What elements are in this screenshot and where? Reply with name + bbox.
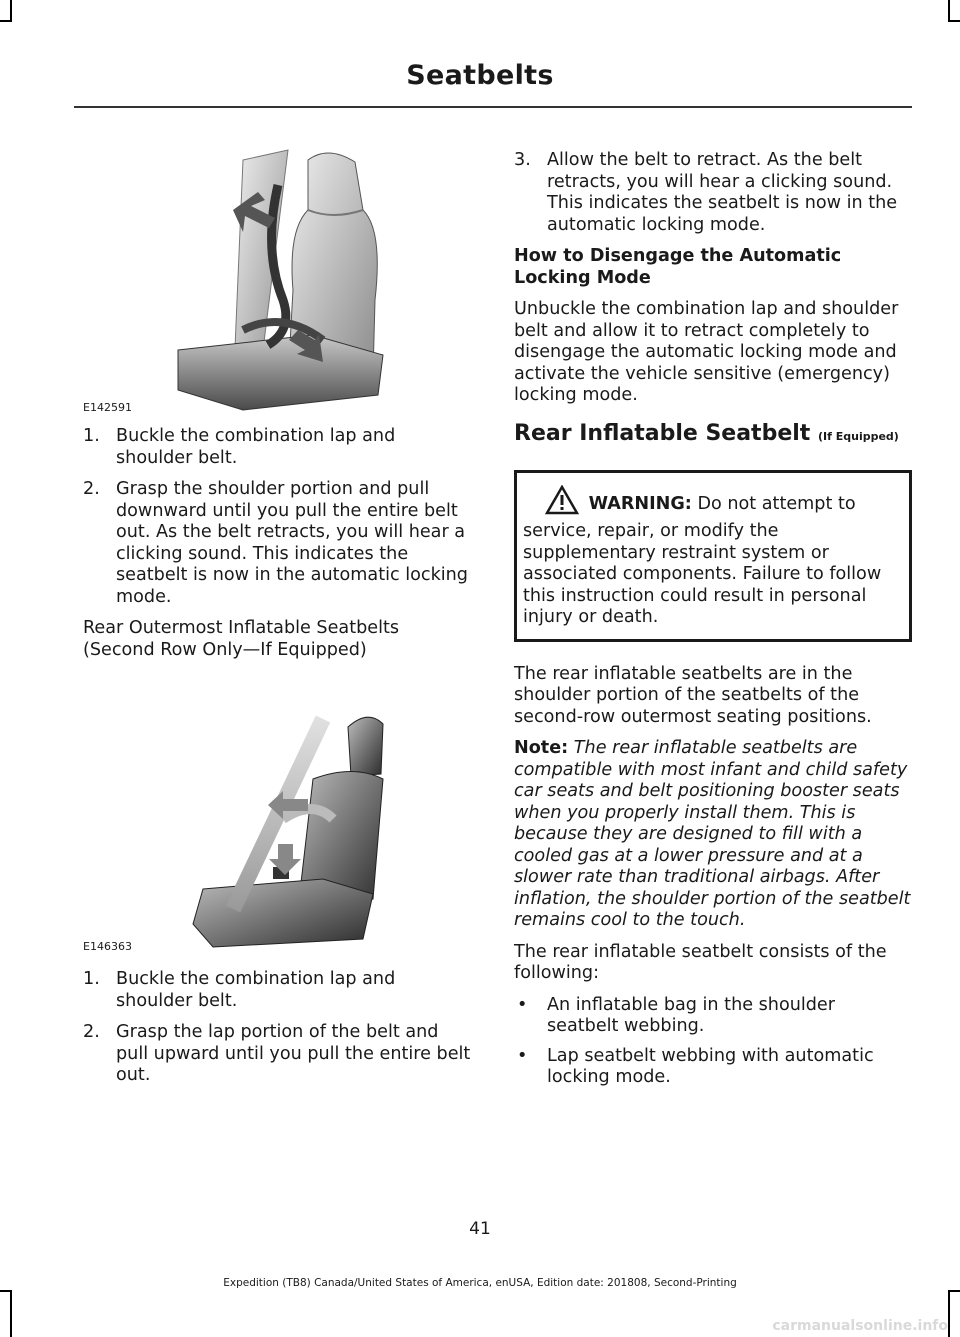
- warning-triangle-icon: [545, 485, 579, 522]
- page-title: Seatbelts: [406, 60, 554, 91]
- bullet-item: [514, 995, 912, 1038]
- section-suffix: (If Equipped): [817, 429, 899, 443]
- list-number: 1.: [83, 969, 100, 989]
- list-text: Allow the belt to retract. As the belt retracts, you will hear a clicking sound. This indicates the seatbelt is now in the automatic locking mode.: [547, 150, 898, 235]
- crop-mark: [948, 1290, 950, 1337]
- right-column: [514, 150, 912, 1097]
- bullet-item: [514, 1046, 912, 1089]
- list-text: Grasp the shoulder portion and pull downward until you pull the entire belt out. As the belt retracts, you will hear a clicking sound. This indicates the seatbelt is now in the automatic locking mode.: [116, 479, 468, 607]
- note-text: The rear inflatable seatbelts are compatible with most infant and child safety car seats and belt positioning booster seats when you properly install them. This is because they are designed to fill with a cooled gas at a lower pressure and at a slower rate than traditional airbags. After inflation, the shoulder portion of the seatbelt remains cool to the touch.: [514, 738, 911, 930]
- bullet-dot: •: [517, 994, 528, 1015]
- paragraph: The rear inflatable seatbelts are in the shoulder portion of the seatbelts of the second-row outermost seating positions.: [514, 663, 872, 727]
- section-title: Rear Inflatable Seatbelt: [514, 420, 811, 446]
- figure-front-seat: [83, 140, 473, 420]
- bullet-dot: •: [517, 1045, 528, 1066]
- list-item: [83, 969, 473, 1012]
- list-number: 2.: [83, 1022, 100, 1042]
- disengage-text: Unbuckle the combination lap and shoulder belt and allow it to retract completely to disengage the automatic locking mode and activate the vehicle sensitive (emergency) locking mode.: [514, 299, 899, 405]
- list-text: Grasp the lap portion of the belt and pull upward until you pull the entire belt out.: [116, 1022, 471, 1085]
- warning-label: WARNING:: [588, 493, 692, 514]
- crop-mark: [948, 1290, 960, 1292]
- note-paragraph: [514, 738, 912, 932]
- list-item: [514, 150, 912, 236]
- warning-text: Do not attempt to service, repair, or modify the supplementary restraint system or associated components. Failure to follow this instruction could result in personal injury or death.: [523, 493, 882, 627]
- figure-rear-seat: [83, 679, 473, 959]
- page-number: 41: [469, 1219, 491, 1239]
- crop-mark: [10, 0, 12, 22]
- note-label: Note:: [514, 738, 569, 758]
- section-heading: [514, 421, 912, 446]
- watermark: carmanualsonline.info: [772, 1318, 948, 1334]
- crop-mark: [0, 1290, 12, 1292]
- rear-seatbelts-heading: Rear Outermost Inflatable Seatbelts (Second Row Only—If Equipped): [83, 618, 400, 660]
- crop-mark: [0, 20, 12, 22]
- list-number: 2.: [83, 479, 100, 499]
- warning-box: [514, 470, 912, 642]
- figure-label: E142591: [83, 401, 132, 414]
- list-text: Buckle the combination lap and shoulder belt.: [116, 969, 396, 1011]
- crop-mark: [948, 0, 950, 22]
- rear-seat-illustration: [83, 679, 473, 959]
- list-item: [83, 479, 473, 608]
- edition-footer: Expedition (TB8) Canada/United States of America, enUSA, Edition date: 201808, Second-Printing: [223, 1277, 737, 1289]
- paragraph: The rear inflatable seatbelt consists of the following:: [514, 941, 887, 983]
- list-number: 3.: [514, 150, 531, 170]
- list-number: 1.: [83, 426, 100, 446]
- left-column: [83, 140, 473, 1097]
- front-seat-illustration: [83, 140, 473, 420]
- crop-mark: [10, 1290, 12, 1337]
- header-divider: [74, 106, 912, 108]
- figure-label: E146363: [83, 940, 132, 953]
- disengage-heading: How to Disengage the Automatic Locking Mode: [514, 246, 842, 288]
- list-item: [83, 426, 473, 469]
- bullet-text: An inflatable bag in the shoulder seatbelt webbing.: [547, 994, 835, 1036]
- bullet-text: Lap seatbelt webbing with automatic locking mode.: [547, 1045, 874, 1087]
- list-text: Buckle the combination lap and shoulder belt.: [116, 426, 396, 468]
- list-item: [83, 1022, 473, 1087]
- crop-mark: [948, 20, 960, 22]
